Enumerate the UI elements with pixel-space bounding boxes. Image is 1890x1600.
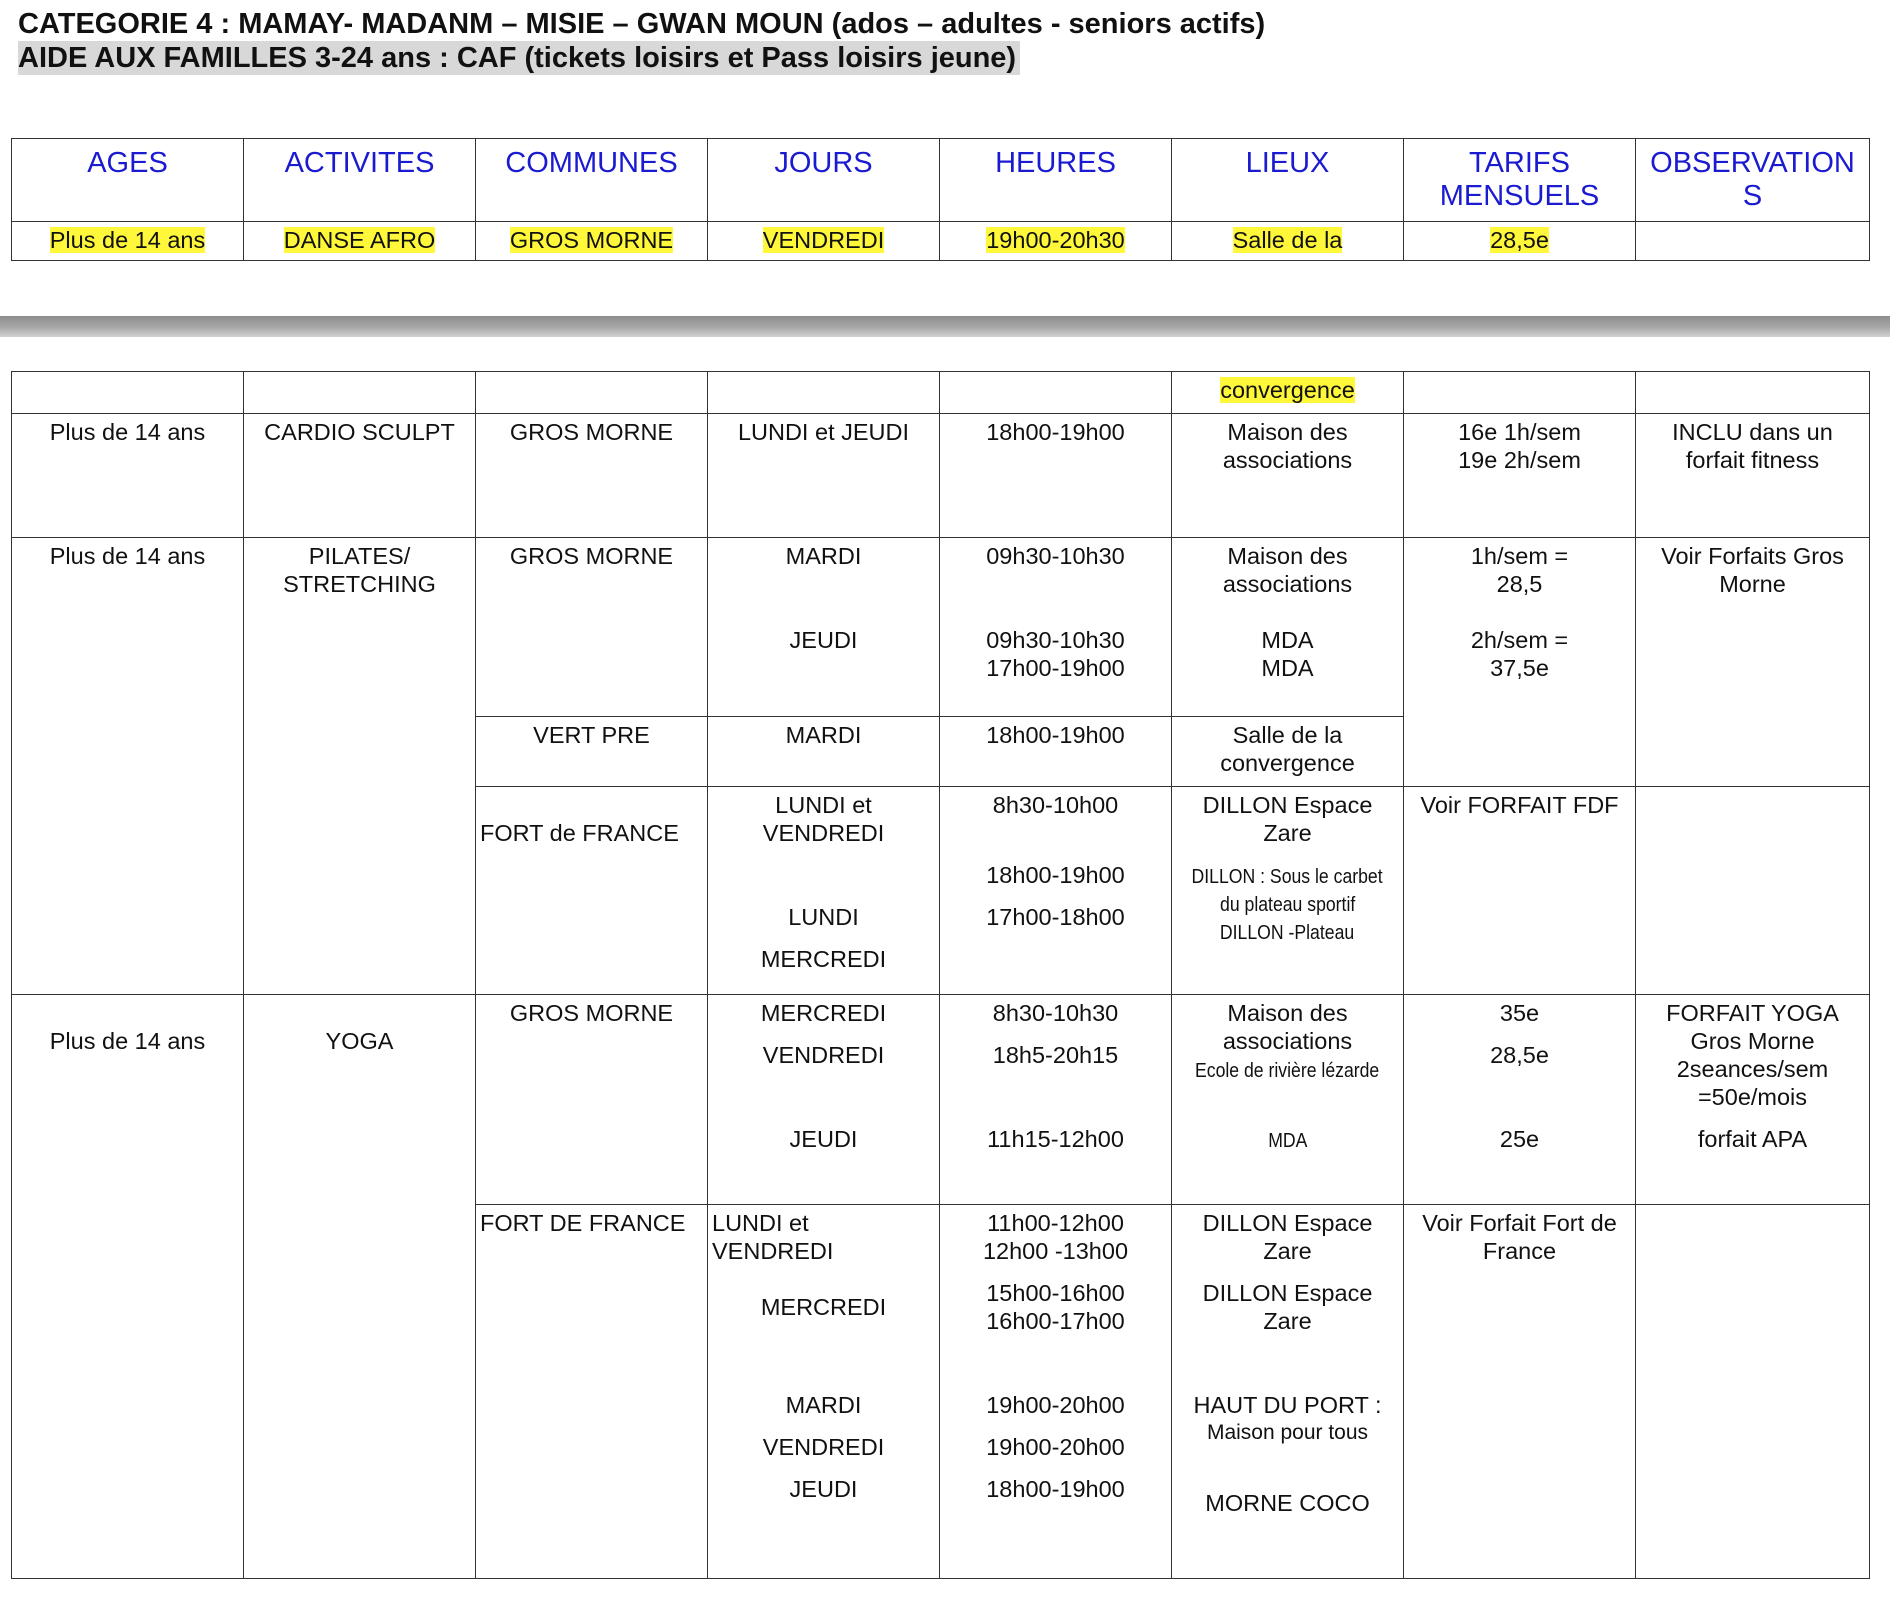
spacer [712, 1069, 935, 1097]
spacer [1408, 598, 1631, 626]
cell-line: Gros Morne [1690, 1028, 1815, 1054]
cell-line: 16h00-17h00 [986, 1308, 1125, 1334]
cell-lieu [1172, 995, 1404, 1205]
cell-line: Voir Forfait Fort de [1422, 1210, 1617, 1236]
cell-age [12, 222, 244, 261]
cell-age [12, 372, 244, 414]
highlight-text: DANSE AFRO [283, 227, 436, 253]
header-tarifs-line: TARIFS [1469, 147, 1570, 179]
spacer [712, 875, 935, 903]
spacer [1176, 1363, 1399, 1391]
spacer [944, 1265, 1167, 1279]
cell-line: France [1482, 1238, 1557, 1264]
cell-jour [708, 222, 940, 261]
cell-jour [708, 538, 940, 717]
header-ages: AGES [12, 139, 244, 222]
spacer [1176, 1335, 1399, 1363]
condensed-text: du plateau sportif [1219, 893, 1356, 916]
cell-line: 28,5 [1496, 571, 1543, 597]
cell-heure [940, 787, 1172, 995]
spacer [944, 598, 1167, 626]
spacer [944, 1419, 1167, 1433]
cell-line: 11h15-12h00 [987, 1126, 1124, 1152]
spacer [712, 570, 935, 598]
spacer [1408, 1097, 1631, 1125]
cell-line: DILLON Espace [1202, 792, 1373, 818]
spacer [944, 570, 1167, 598]
spacer [1176, 1111, 1399, 1125]
cell-observation [1636, 995, 1870, 1205]
cell-tarif [1404, 414, 1636, 538]
cell-line: 25e [1499, 1126, 1540, 1152]
cell-lieu [1172, 538, 1404, 717]
cell-line: Maison des [1227, 543, 1348, 569]
spacer [712, 931, 935, 945]
cell-jour [708, 1205, 940, 1579]
cell-jour: LUNDI et JEUDI [708, 414, 940, 538]
cell-line [1176, 917, 1399, 945]
schedule-table-page-1 [11, 138, 1870, 261]
table-row-yoga-gros-morne [12, 995, 1870, 1205]
spacer [712, 1461, 935, 1475]
caf-aid-heading: AIDE AUX FAMILLES 3-24 ans : CAF (tickets loisirs et Pass loisirs jeune) [18, 41, 1020, 75]
condensed-text: DILLON -Plateau [1220, 921, 1355, 944]
cell-line: HAUT DU PORT : [1193, 1392, 1382, 1418]
cell-line: Maison des [1227, 1000, 1348, 1026]
cell-line: 18h00-19h00 [986, 1476, 1125, 1502]
cell-age: Plus de 14 ans [12, 538, 244, 995]
spacer [1408, 1027, 1631, 1041]
cell-line: 37,5e [1490, 655, 1549, 681]
cell-commune: GROS MORNE [476, 414, 708, 538]
cell-heure [940, 538, 1172, 717]
table-header-row [12, 139, 1870, 222]
cell-line: 19h00-20h00 [986, 1392, 1125, 1418]
schedule-table-page-2 [11, 371, 1870, 1579]
condensed-text: MDA [1267, 1129, 1308, 1152]
spacer [1176, 1083, 1399, 1111]
cell-line [1176, 1125, 1399, 1153]
cell-line: convergence [1220, 750, 1355, 776]
cell-line: Zare [1263, 1238, 1312, 1264]
cell-line: MDA [1261, 627, 1314, 653]
cell-line: associations [1222, 1028, 1353, 1054]
cell-tarif [1404, 538, 1636, 787]
cell-tarif [1404, 372, 1636, 414]
cell-line: 2h/sem = [1470, 627, 1569, 653]
cell-line: 1h/sem = [1470, 543, 1569, 569]
cell-line: JEUDI [789, 627, 858, 653]
cell-line: VENDREDI [712, 1238, 834, 1264]
cell-heure: 18h00-19h00 [940, 717, 1172, 787]
cell-line: associations [1222, 571, 1353, 597]
header-tarifs-line: MENSUELS [1439, 180, 1600, 212]
spacer [944, 889, 1167, 903]
table-row-pilates-gros-morne [12, 538, 1870, 717]
cell-jour: MARDI [708, 717, 940, 787]
highlight-text: Plus de 14 ans [49, 227, 206, 253]
cell-line [1176, 889, 1399, 917]
header-jours: JOURS [708, 139, 940, 222]
cell-line: MARDI [785, 1392, 862, 1418]
cell-line: PILATES/ [308, 543, 411, 569]
spacer [944, 819, 1167, 847]
highlight-text: GROS MORNE [509, 227, 674, 253]
cell-line: LUNDI et [775, 792, 872, 818]
header-heures: HEURES [940, 139, 1172, 222]
cell-line: Morne [1719, 571, 1786, 597]
cell-line: Maison des [1227, 419, 1348, 445]
spacer [1176, 847, 1399, 861]
highlight-text: convergence [1220, 377, 1355, 403]
spacer [1176, 1447, 1399, 1475]
spacer [944, 1027, 1167, 1041]
cell-age: Plus de 14 ans [12, 414, 244, 538]
cell-line: 15h00-16h00 [986, 1280, 1125, 1306]
condensed-text: DILLON : Sous le carbet [1191, 865, 1384, 888]
spacer [1176, 1475, 1399, 1489]
cell-lieu [1172, 787, 1404, 995]
spacer [1640, 1111, 1865, 1125]
cell-commune: FORT de FRANCE [476, 787, 708, 995]
cell-lieu [1172, 372, 1404, 414]
spacer [1176, 598, 1399, 626]
cell-heure [940, 1205, 1172, 1579]
cell-tarif [1404, 1205, 1636, 1579]
cell-heure [940, 372, 1172, 414]
cell-commune [476, 372, 708, 414]
cell-heure: 18h00-19h00 [940, 414, 1172, 538]
spacer [1408, 1069, 1631, 1097]
cell-line: LUNDI [788, 904, 859, 930]
cell-line: MARDI [785, 543, 862, 569]
highlight-text: 28,5e [1490, 227, 1549, 253]
cell-line: LUNDI et [712, 1210, 809, 1236]
header-observations-line: S [1742, 180, 1763, 212]
cell-line: VENDREDI [762, 1434, 885, 1460]
table-row-continuation [12, 372, 1870, 414]
spacer [944, 1335, 1167, 1363]
cell-line: MDA [1261, 655, 1314, 681]
cell-observation [1636, 787, 1870, 995]
cell-commune [476, 222, 708, 261]
highlight-text: 19h00-20h30 [986, 227, 1125, 253]
spacer [944, 1097, 1167, 1125]
cell-activite: CARDIO SCULPT [244, 414, 476, 538]
spacer [944, 847, 1167, 861]
header-observations [1636, 139, 1870, 222]
cell-line: forfait fitness [1685, 447, 1820, 473]
cell-lieu [1172, 1205, 1404, 1579]
cell-line: JEUDI [789, 1476, 858, 1502]
spacer [712, 1377, 935, 1391]
cell-observation [1636, 222, 1870, 261]
cell-line [1176, 861, 1399, 889]
page-break-band [0, 316, 1890, 337]
cell-activite [244, 222, 476, 261]
cell-line: VENDREDI [762, 1042, 885, 1068]
header-communes: COMMUNES [476, 139, 708, 222]
header-activites: ACTIVITES [244, 139, 476, 222]
cell-line: 2seances/sem [1676, 1056, 1829, 1082]
cell-line: 17h00-18h00 [986, 904, 1125, 930]
highlight-text: Salle de la [1232, 227, 1343, 253]
cell-line: Zare [1263, 820, 1312, 846]
cell-tarif: Voir FORFAIT FDF [1404, 787, 1636, 995]
cell-line: 18h5-20h15 [992, 1042, 1119, 1068]
cell-activite [244, 372, 476, 414]
cell-jour [708, 372, 940, 414]
cell-line: MERCREDI [760, 1000, 887, 1026]
cell-commune: GROS MORNE [476, 995, 708, 1205]
cell-age: Plus de 14 ans [12, 995, 244, 1579]
spacer [712, 847, 935, 875]
cell-observation [1636, 538, 1870, 787]
cell-line: Maison pour tous [1206, 1421, 1369, 1444]
spacer [712, 598, 935, 626]
cell-line: 8h30-10h30 [992, 1000, 1119, 1026]
cell-line: Salle de la [1232, 722, 1343, 748]
highlight-text: VENDREDI [762, 227, 885, 253]
cell-line: associations [1222, 447, 1353, 473]
cell-tarif [1404, 995, 1636, 1205]
cell-line: 19h00-20h00 [986, 1434, 1125, 1460]
cell-line: MORNE COCO [1205, 1490, 1370, 1516]
cell-heure [940, 222, 1172, 261]
spacer [944, 1069, 1167, 1097]
cell-line: 18h00-19h00 [986, 862, 1125, 888]
cell-line: 28,5e [1490, 1042, 1549, 1068]
header-tarifs [1404, 139, 1636, 222]
cell-observation [1636, 372, 1870, 414]
cell-line: =50e/mois [1697, 1084, 1808, 1110]
spacer [944, 1461, 1167, 1475]
cell-jour [708, 787, 940, 995]
cell-line: Zare [1263, 1308, 1312, 1334]
cell-line: 19e 2h/sem [1458, 447, 1581, 473]
cell-lieu [1172, 717, 1404, 787]
cell-activite [244, 538, 476, 995]
table-row-cardio-sculpt [12, 414, 1870, 538]
category-heading: CATEGORIE 4 : MAMAY- MADANM – MISIE – GWAN MOUN (ados – adultes - seniors actifs) [18, 8, 1266, 40]
table-row-danse-afro [12, 222, 1870, 261]
spacer [944, 1363, 1167, 1391]
cell-line: FORFAIT YOGA [1666, 1000, 1839, 1026]
cell-line: forfait APA [1697, 1126, 1808, 1152]
cell-activite: YOGA [244, 995, 476, 1579]
spacer [712, 1419, 935, 1433]
spacer [712, 1349, 935, 1377]
cell-line: VENDREDI [762, 820, 885, 846]
cell-line: MERCREDI [760, 1294, 887, 1320]
cell-line: DILLON Espace [1202, 1280, 1373, 1306]
condensed-text: Ecole de rivière lézarde [1195, 1059, 1380, 1082]
cell-commune: FORT DE FRANCE [476, 1205, 708, 1579]
cell-line: 8h30-10h00 [992, 792, 1119, 818]
header-observations-line: OBSERVATION [1650, 147, 1855, 179]
header-lieux: LIEUX [1172, 139, 1404, 222]
spacer [712, 1265, 935, 1293]
spacer [1176, 1265, 1399, 1279]
cell-line: STRETCHING [283, 571, 436, 597]
cell-commune: GROS MORNE [476, 538, 708, 717]
cell-lieu [1172, 222, 1404, 261]
cell-line: 12h00 -13h00 [982, 1238, 1129, 1264]
cell-observation [1636, 1205, 1870, 1579]
cell-line: 11h00-12h00 [987, 1210, 1124, 1236]
cell-tarif [1404, 222, 1636, 261]
cell-jour [708, 995, 940, 1205]
cell-line: DILLON Espace [1202, 1210, 1373, 1236]
cell-line: 35e [1499, 1000, 1540, 1026]
cell-line: 17h00-19h00 [986, 655, 1125, 681]
cell-line [1176, 1055, 1399, 1083]
cell-line: MERCREDI [760, 946, 887, 972]
cell-line: 09h30-10h30 [986, 543, 1125, 569]
cell-line: 09h30-10h30 [986, 627, 1125, 653]
cell-observation [1636, 414, 1870, 538]
spacer [712, 1027, 935, 1041]
cell-commune: VERT PRE [476, 717, 708, 787]
cell-line: 16e 1h/sem [1458, 419, 1581, 445]
cell-line: Voir Forfaits Gros [1661, 543, 1844, 569]
cell-lieu [1172, 414, 1404, 538]
cell-line: JEUDI [789, 1126, 858, 1152]
cell-line: INCLU dans un [1672, 419, 1833, 445]
spacer [712, 1097, 935, 1125]
cell-heure [940, 995, 1172, 1205]
spacer [712, 1321, 935, 1349]
